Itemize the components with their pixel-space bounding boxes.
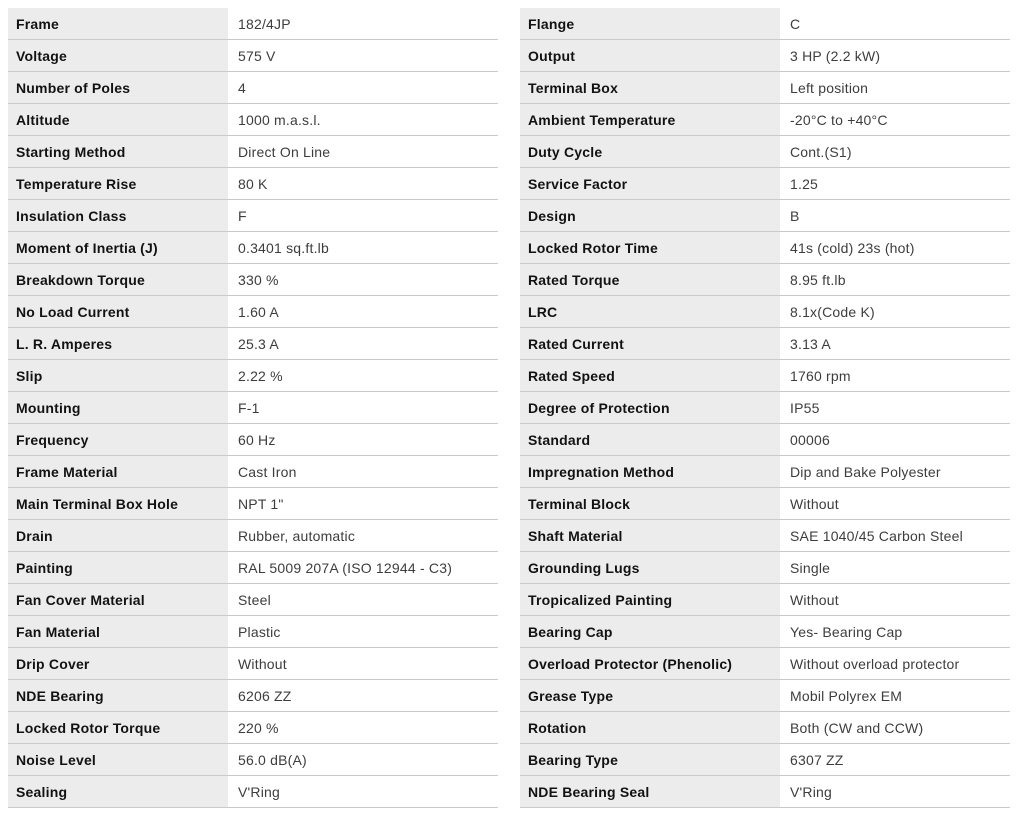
spec-label-cell: Design [520,200,780,231]
spec-value-cell: 41s (cold) 23s (hot) [790,239,915,256]
spec-row [520,200,1010,232]
spec-value-cell: 8.95 ft.lb [790,271,846,288]
spec-label-cell: NDE Bearing Seal [520,776,780,807]
spec-label-cell: Frame Material [8,456,228,487]
spec-label-cell: Bearing Type [520,744,780,775]
spec-label-cell: Drain [8,520,228,551]
spec-label-cell: Impregnation Method [520,456,780,487]
spec-label-cell: Tropicalized Painting [520,584,780,615]
spec-row [8,136,498,168]
spec-value-cell: Direct On Line [238,143,331,160]
spec-value-cell: Rubber, automatic [238,527,356,544]
spec-label-cell: Rotation [520,712,780,743]
spec-label-cell: Breakdown Torque [8,264,228,295]
spec-value-cell: Cast Iron [238,463,297,480]
spec-row [520,520,1010,552]
spec-row [520,264,1010,296]
spec-label-cell: Shaft Material [520,520,780,551]
spec-value-cell: 6307 ZZ [790,751,844,768]
spec-row [8,392,498,424]
spec-value-cell: V'Ring [790,783,833,800]
spec-value-cell: Without [790,495,839,512]
spec-label-cell: Terminal Box [520,72,780,103]
spec-label-cell: Starting Method [8,136,228,167]
spec-row [8,72,498,104]
spec-value-cell: 2.22 % [238,367,283,384]
spec-row [8,680,498,712]
spec-value-cell: Plastic [238,623,281,640]
spec-row [520,360,1010,392]
spec-value-cell: Without [238,655,287,672]
spec-label-cell: Locked Rotor Torque [8,712,228,743]
spec-label-cell: Duty Cycle [520,136,780,167]
spec-label-cell: Painting [8,552,228,583]
spec-value-cell: 220 % [238,719,279,736]
spec-value-cell: -20°C to +40°C [790,111,888,128]
spec-label-cell: Flange [520,8,780,39]
spec-value-cell: 3.13 A [790,335,831,352]
spec-value-cell: Both (CW and CCW) [790,719,924,736]
spec-value-cell: 4 [238,79,246,96]
spec-row [520,296,1010,328]
spec-value-cell: IP55 [790,399,820,416]
spec-label-cell: Rated Current [520,328,780,359]
spec-value-cell: 8.1x(Code K) [790,303,875,320]
spec-label-cell: Ambient Temperature [520,104,780,135]
spec-value-cell: 182/4JP [238,15,291,32]
spec-value-cell: SAE 1040/45 Carbon Steel [790,527,963,544]
spec-value-cell: F [238,207,247,224]
spec-value-cell: 80 K [238,175,268,192]
spec-value-cell: F-1 [238,399,260,416]
spec-row [520,552,1010,584]
spec-label-cell: Number of Poles [8,72,228,103]
spec-row [520,232,1010,264]
spec-value-cell: RAL 5009 207A (ISO 12944 - C3) [238,559,453,576]
spec-row [8,200,498,232]
spec-row [520,744,1010,776]
spec-row [520,8,1010,40]
spec-row [8,360,498,392]
spec-row [8,616,498,648]
spec-row [520,136,1010,168]
spec-value-cell: 56.0 dB(A) [238,751,307,768]
spec-row [520,40,1010,72]
spec-label-cell: Frame [8,8,228,39]
spec-row [8,520,498,552]
spec-row [520,712,1010,744]
spec-row [8,744,498,776]
spec-value-cell: Dip and Bake Polyester [790,463,941,480]
spec-row [8,264,498,296]
spec-label-cell: No Load Current [8,296,228,327]
spec-value-cell: Mobil Polyrex EM [790,687,903,704]
spec-label-cell: Voltage [8,40,228,71]
spec-label-cell: Rated Torque [520,264,780,295]
spec-label-cell: Altitude [8,104,228,135]
spec-label-cell: Mounting [8,392,228,423]
spec-label-cell: L. R. Amperes [8,328,228,359]
spec-row [8,424,498,456]
spec-value-cell: 0.3401 sq.ft.lb [238,239,329,256]
spec-row [8,712,498,744]
spec-value-cell: 1760 rpm [790,367,851,384]
spec-value-cell: Left position [790,79,869,96]
spec-label-cell: Fan Material [8,616,228,647]
spec-label-cell: Grounding Lugs [520,552,780,583]
spec-label-cell: Degree of Protection [520,392,780,423]
spec-row [8,168,498,200]
spec-label-cell: Insulation Class [8,200,228,231]
spec-label-cell: Standard [520,424,780,455]
spec-row [520,488,1010,520]
spec-row [8,488,498,520]
spec-row [520,104,1010,136]
spec-label-cell: Moment of Inertia (J) [8,232,228,263]
spec-value-cell: 1.25 [790,175,819,192]
spec-label-cell: Drip Cover [8,648,228,679]
spec-value-cell: B [790,207,800,224]
spec-label-cell: Sealing [8,776,228,807]
spec-label-cell: Overload Protector (Phenolic) [520,648,780,679]
spec-value-cell: 1.60 A [238,303,279,320]
spec-value-cell: 6206 ZZ [238,687,292,704]
spec-label-cell: Bearing Cap [520,616,780,647]
spec-row [8,776,498,808]
spec-label-cell: Rated Speed [520,360,780,391]
spec-value-cell: Single [790,559,831,576]
spec-value-cell: 575 V [238,47,276,64]
spec-value-cell: C [790,15,801,32]
spec-value-cell: V'Ring [238,783,281,800]
spec-row [520,648,1010,680]
spec-label-cell: Main Terminal Box Hole [8,488,228,519]
spec-row [520,424,1010,456]
spec-label-cell: Noise Level [8,744,228,775]
spec-label-cell: Slip [8,360,228,391]
spec-label-cell: Temperature Rise [8,168,228,199]
spec-value-cell: Steel [238,591,271,608]
spec-row [8,8,498,40]
spec-label-cell: Terminal Block [520,488,780,519]
spec-row [8,40,498,72]
spec-value-cell: 1000 m.a.s.l. [238,111,321,128]
spec-row [8,296,498,328]
spec-row [520,392,1010,424]
spec-label-cell: Fan Cover Material [8,584,228,615]
spec-label-cell: Output [520,40,780,71]
spec-value-cell: 00006 [790,431,830,448]
spec-row [520,168,1010,200]
spec-value-cell: 25.3 A [238,335,279,352]
spec-table-right [520,8,1010,808]
spec-value-cell: Without overload protector [790,655,960,672]
spec-row [520,584,1010,616]
spec-row [8,552,498,584]
spec-value-cell: 330 % [238,271,279,288]
spec-row [520,72,1010,104]
spec-row [520,680,1010,712]
spec-value-cell: Without [790,591,839,608]
spec-row [8,104,498,136]
spec-row [520,328,1010,360]
spec-row [8,648,498,680]
spec-row [520,456,1010,488]
spec-value-cell: 60 Hz [238,431,276,448]
spec-row [8,584,498,616]
spec-label-cell: Service Factor [520,168,780,199]
spec-label-cell: LRC [520,296,780,327]
spec-table-left [8,8,498,808]
spec-row [8,456,498,488]
spec-label-cell: Grease Type [520,680,780,711]
spec-value-cell: NPT 1" [238,495,284,512]
spec-row [520,616,1010,648]
spec-value-cell: 3 HP (2.2 kW) [790,47,881,64]
spec-label-cell: Frequency [8,424,228,455]
spec-row [8,328,498,360]
spec-label-cell: NDE Bearing [8,680,228,711]
spec-row [520,776,1010,808]
spec-row [8,232,498,264]
spec-label-cell: Locked Rotor Time [520,232,780,263]
spec-value-cell: Yes- Bearing Cap [790,623,903,640]
spec-value-cell: Cont.(S1) [790,143,852,160]
